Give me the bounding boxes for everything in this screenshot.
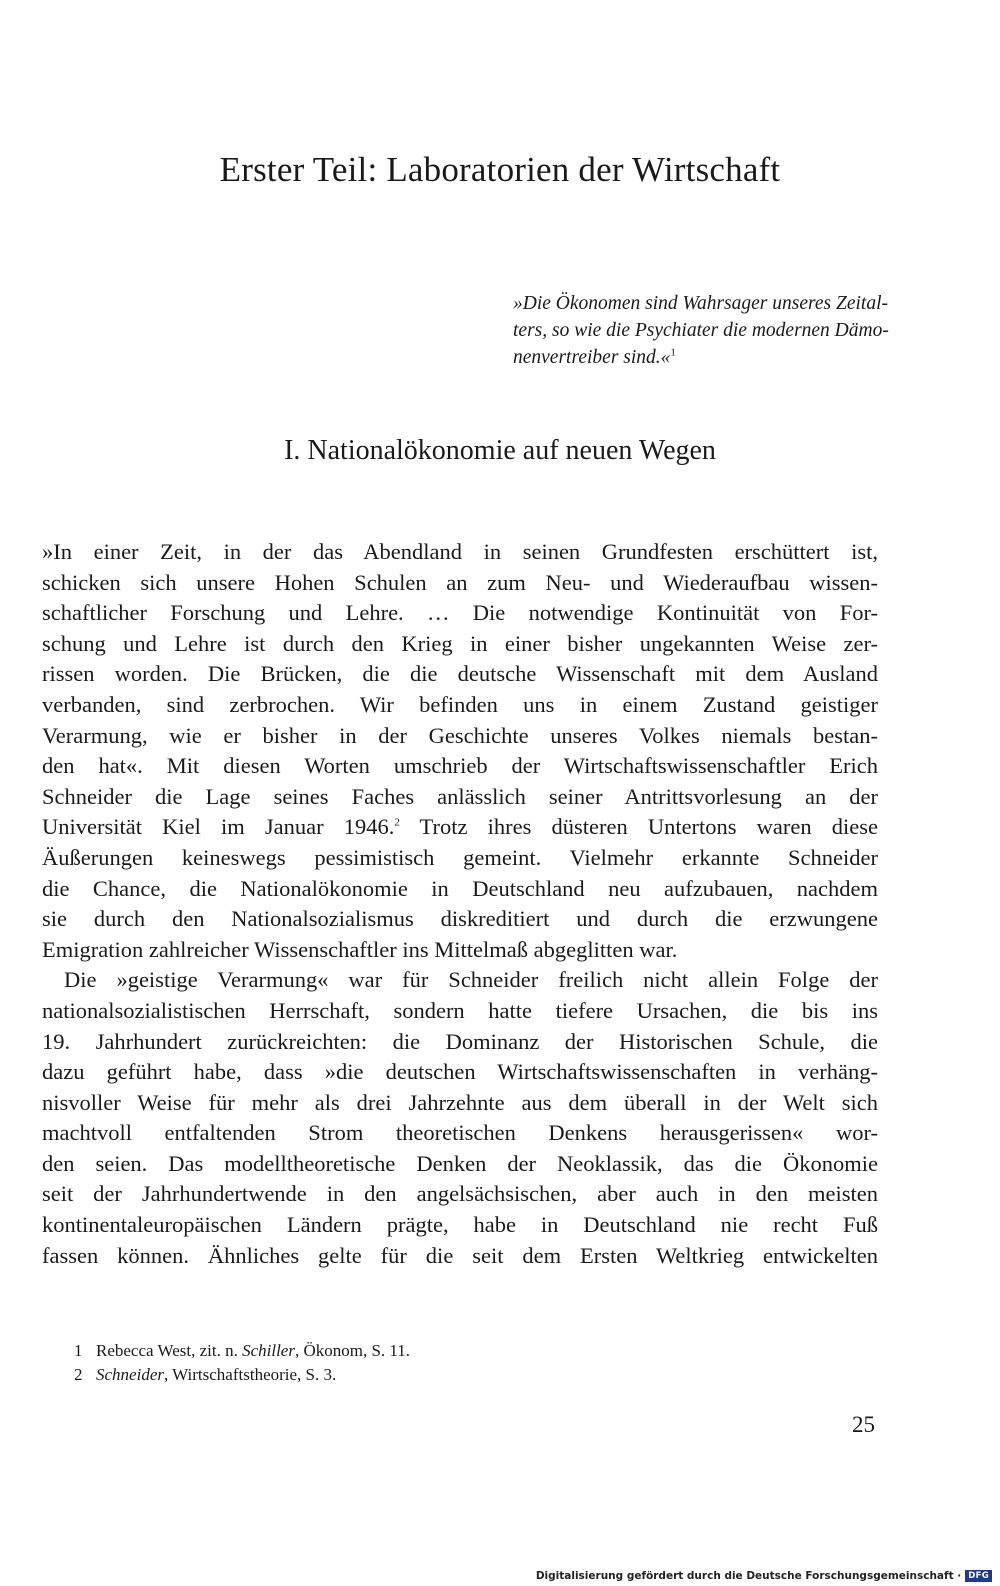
body-line: Die »geistige Verarmung« war für Schneider freilich nicht allein Folge der — [64, 967, 878, 993]
part-title: Erster Teil: Laboratorien der Wirtschaft — [219, 150, 781, 189]
body-line: die Chance, die Nationalökonomie in Deutschland neu aufzubauen, nachdem — [42, 875, 878, 901]
epigraph-line: nenvertreiber sind.«$^1$ — [513, 346, 676, 368]
body-line: den seien. Das modelltheoretische Denken der Neoklassik, das die Ökonomie — [42, 1150, 878, 1176]
body-line: Emigration zahlreicher Wissenschaftler ins Mittelmaß abgeglitten war. — [42, 936, 678, 962]
body-line: seit der Jahrhundertwende in den angelsächsischen, aber auch in den meisten — [42, 1181, 878, 1207]
footnotes — [74, 1339, 410, 1387]
epigraph-line: »Die Ökonomen sind Wahrsager unseres Zeital- — [513, 293, 888, 314]
body-line: rissen worden. Die Brücken, die die deutsche Wissenschaft mit dem Ausland — [42, 661, 878, 687]
body-line: Äußerungen keineswegs pessimistisch gemeint. Vielmehr erkannte Schneider — [42, 844, 878, 870]
epigraph — [513, 290, 889, 371]
footnote: 1 Rebecca West, zit. n. Schiller, Ökonom, S. 11. — [74, 1341, 411, 1360]
body-line: verbanden, sind zerbrochen. Wir befinden uns in einem Zustand geistiger — [42, 691, 878, 717]
body-line: schung und Lehre ist durch den Krieg in einer bisher ungekannten Weise zer- — [42, 630, 878, 656]
body-text — [42, 537, 878, 1271]
body-line: Universität Kiel im Januar 1946.$^2$ Trotz ihres düsteren Untertons waren diese — [42, 814, 878, 840]
body-line: kontinentaleuropäischen Ländern prägte, habe in Deutschland nie recht Fuß — [42, 1212, 878, 1238]
digitization-notice: Digitalisierung gefördert durch die Deutsche Forschungsgemeinschaft · DFG — [536, 1570, 992, 1582]
body-line: »In einer Zeit, in der das Abendland in seinen Grundfesten erschüttert ist, — [42, 539, 878, 564]
body-line: sie durch den Nationalsozialismus diskreditiert und durch die erzwungene — [42, 906, 878, 932]
body-line: schicken sich unsere Hohen Schulen an zum Neu- und Wiederaufbau wissen- — [42, 569, 878, 595]
body-line: machtvoll entfaltenden Strom theoretischen Denkens herausgerissen« wor- — [42, 1120, 878, 1146]
chapter-title: I. Nationalökonomie auf neuen Wegen — [284, 435, 716, 466]
page-number: 25 — [852, 1412, 875, 1437]
epigraph-line: ters, so wie die Psychiater die modernen Dämo- — [513, 320, 889, 341]
body-line: Schneider die Lage seines Faches anlässlich seiner Antrittsvorlesung an der — [42, 783, 878, 809]
dfg-logo-icon: DFG — [965, 1570, 992, 1582]
body-line: nationalsozialistischen Herrschaft, sondern hatte tiefere Ursachen, die bis ins — [42, 997, 878, 1023]
footnote: 2 Schneider, Wirtschaftstheorie, S. 3. — [74, 1365, 337, 1384]
body-line: nisvoller Weise für mehr als drei Jahrzehnte aus dem überall in der Welt sich — [42, 1089, 878, 1115]
body-line: Verarmung, wie er bisher in der Geschichte unseres Volkes niemals bestan- — [42, 722, 878, 748]
body-line: den hat«. Mit diesen Worten umschrieb der Wirtschaftswissenschaftler Erich — [42, 753, 878, 779]
body-line: dazu geführt habe, dass »die deutschen Wirtschaftswissenschaften in verhäng- — [42, 1059, 878, 1085]
footnote-ref: 2 — [394, 816, 400, 829]
body-line: 19. Jahrhundert zurückreichten: die Dominanz der Historischen Schule, die — [42, 1028, 878, 1054]
body-line: schaftlicher Forschung und Lehre. … Die notwendige Kontinuität von For- — [42, 600, 878, 626]
body-line: fassen können. Ähnliches gelte für die seit dem Ersten Weltkrieg entwickelten — [42, 1242, 878, 1268]
footnote-ref: 1 — [670, 346, 676, 359]
